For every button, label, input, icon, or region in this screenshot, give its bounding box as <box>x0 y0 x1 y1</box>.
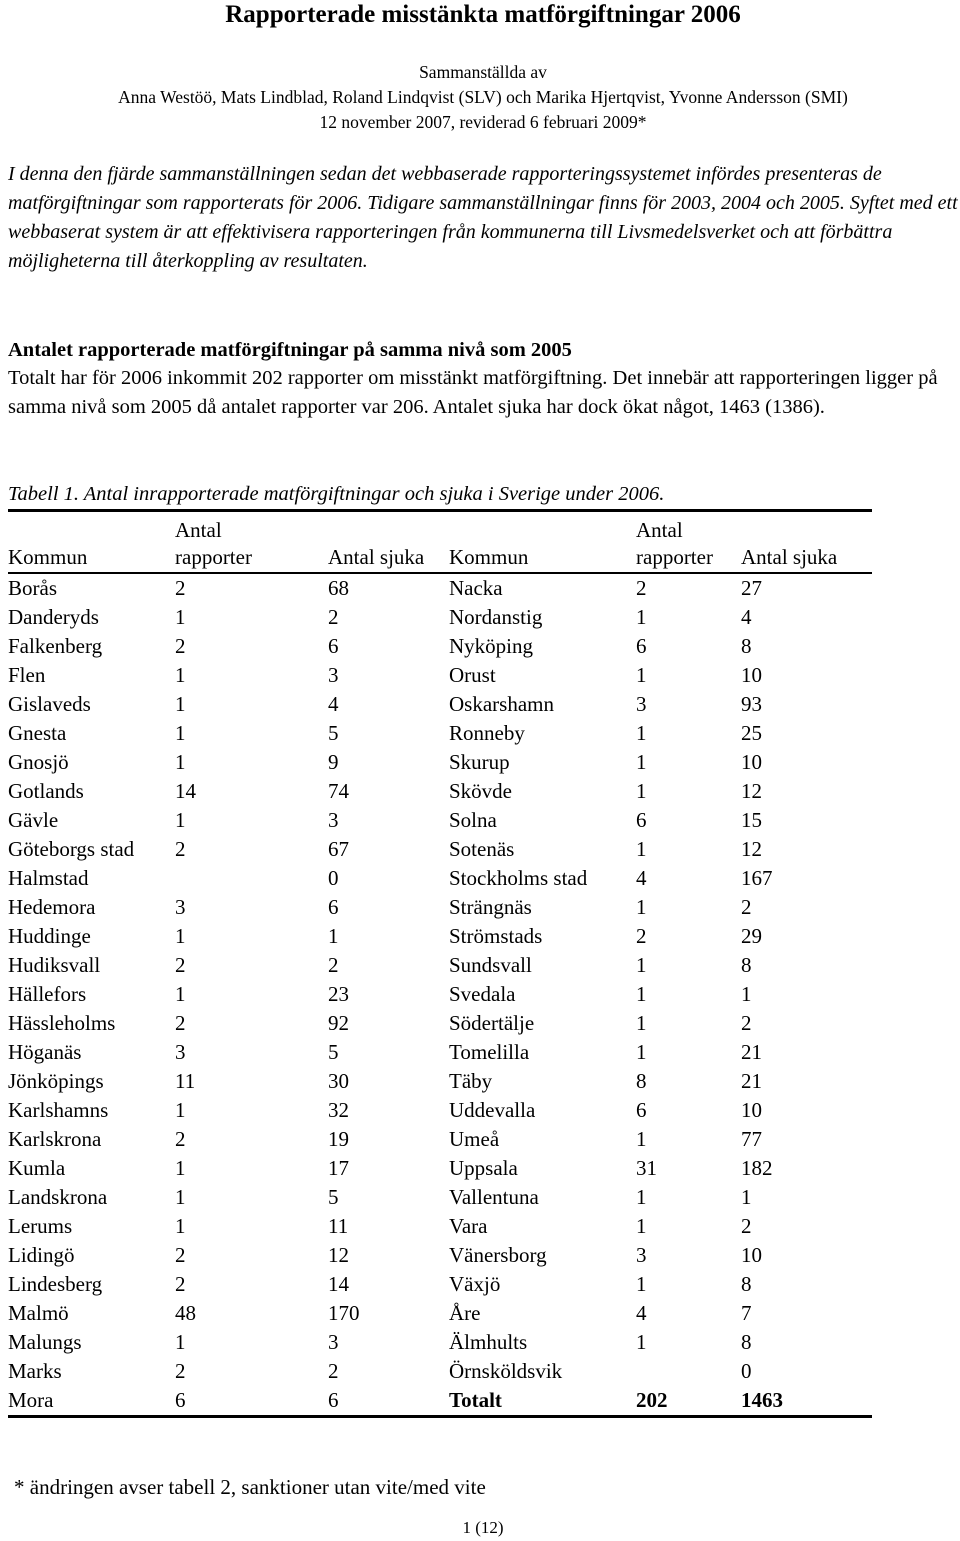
cell-kommun: Vallentuna <box>449 1185 539 1209</box>
cell-kommun: Oskarshamn <box>449 692 554 716</box>
cell-sjuka: 12 <box>741 837 762 861</box>
cell-rapporter: 1 <box>175 1098 186 1122</box>
cell-sjuka: 2 <box>741 1214 752 1238</box>
cell-kommun: Kumla <box>8 1156 66 1180</box>
cell-sjuka: 21 <box>741 1069 762 1093</box>
table-row <box>8 980 872 1009</box>
cell-sjuka: 10 <box>741 663 762 687</box>
table-row <box>8 864 872 893</box>
subtitle-compiled-by: Sammanställda av <box>419 62 547 82</box>
cell-sjuka: 19 <box>328 1127 349 1151</box>
cell-sjuka: 74 <box>328 779 349 803</box>
section-body: Totalt har för 2006 inkommit 202 rapporter om misstänkt matförgiftning. Det innebär att rapporteringen ligger på samma nivå som 2005 då antalet rapporter var 206. Antalet sjuka har dock ökat något, 1463 (1386). <box>8 367 938 418</box>
cell-kommun: Jönköpings <box>8 1069 104 1093</box>
cell-kommun: Hässleholms <box>8 1011 116 1035</box>
cell-rapporter: 4 <box>636 866 647 890</box>
table-row <box>8 1270 872 1299</box>
cell-rapporter: 1 <box>636 750 647 774</box>
cell-kommun: Flen <box>8 663 46 687</box>
cell-sjuka: 10 <box>741 1098 762 1122</box>
cell-kommun: Umeå <box>449 1127 500 1151</box>
cell-rapporter: 1 <box>175 1156 186 1180</box>
cell-sjuka: 92 <box>328 1011 349 1035</box>
cell-rapporter: 6 <box>175 1388 186 1412</box>
cell-sjuka: 0 <box>328 866 339 890</box>
document-title: Rapporterade misstänkta matförgiftningar 2006 <box>225 1 741 28</box>
cell-rapporter: 2 <box>175 1272 186 1296</box>
cell-kommun: Sundsvall <box>449 953 532 977</box>
cell-kommun: Vara <box>449 1214 488 1238</box>
cell-kommun: Halmstad <box>8 866 89 890</box>
cell-rapporter: 31 <box>636 1156 657 1180</box>
cell-rapporter: 1 <box>636 779 647 803</box>
cell-rapporter: 2 <box>175 634 186 658</box>
cell-rapporter: 8 <box>636 1069 647 1093</box>
cell-kommun: Landskrona <box>8 1185 108 1209</box>
table-row <box>8 1212 872 1241</box>
table-row <box>8 574 872 603</box>
cell-rapporter: 2 <box>175 837 186 861</box>
table-row <box>8 603 872 632</box>
cell-kommun: Uddevalla <box>449 1098 536 1122</box>
cell-sjuka: 2 <box>328 605 339 629</box>
cell-kommun: Tomelilla <box>449 1040 530 1064</box>
table-row <box>8 893 872 922</box>
cell-sjuka: 10 <box>741 1243 762 1267</box>
cell-kommun: Strömstads <box>449 924 543 948</box>
cell-sjuka: 77 <box>741 1127 762 1151</box>
cell-sjuka: 6 <box>328 895 339 919</box>
cell-sjuka: 8 <box>741 1330 752 1354</box>
cell-rapporter: 1 <box>636 982 647 1006</box>
cell-rapporter: 1 <box>175 692 186 716</box>
cell-sjuka: 11 <box>328 1214 349 1238</box>
cell-kommun: Svedala <box>449 982 516 1006</box>
cell-rapporter: 1 <box>636 1040 647 1064</box>
cell-rapporter: 1 <box>175 808 186 832</box>
cell-kommun: Strängnäs <box>449 895 532 919</box>
cell-rapporter: 3 <box>175 1040 186 1064</box>
table-row <box>8 1009 872 1038</box>
cell-rapporter: 1 <box>636 1272 647 1296</box>
cell-kommun: Gotlands <box>8 779 84 803</box>
cell-sjuka: 5 <box>328 1185 339 1209</box>
table-row <box>8 1241 872 1270</box>
cell-rapporter: 1 <box>175 1185 186 1209</box>
cell-rapporter: 1 <box>175 1330 186 1354</box>
cell-rapporter: 1 <box>636 663 647 687</box>
cell-kommun: Falkenberg <box>8 634 103 658</box>
cell-sjuka: 93 <box>741 692 762 716</box>
cell-sjuka: 21 <box>741 1040 762 1064</box>
table-row <box>8 922 872 951</box>
cell-rapporter: 1 <box>175 721 186 745</box>
cell-sjuka: 3 <box>328 663 339 687</box>
cell-rapporter: 2 <box>175 576 186 600</box>
cell-kommun: Göteborgs stad <box>8 837 135 861</box>
cell-rapporter: 6 <box>636 634 647 658</box>
cell-rapporter: 1 <box>636 1214 647 1238</box>
cell-sjuka: 9 <box>328 750 339 774</box>
footnote: * ändringen avser tabell 2, sanktioner utan vite/med vite <box>14 1475 486 1499</box>
header-rapporter-right-line2: rapporter <box>636 545 713 569</box>
cell-rapporter: 3 <box>636 1243 647 1267</box>
cell-rapporter: 1 <box>175 750 186 774</box>
cell-sjuka: 17 <box>328 1156 349 1180</box>
header-sjuka-left: Antal sjuka <box>328 545 425 569</box>
cell-rapporter: 2 <box>175 1011 186 1035</box>
cell-sjuka: 7 <box>741 1301 752 1325</box>
cell-sjuka: 6 <box>328 1388 339 1412</box>
cell-kommun: Höganäs <box>8 1040 82 1064</box>
table-row <box>8 1299 872 1328</box>
table-row <box>8 1154 872 1183</box>
cell-kommun: Gävle <box>8 808 59 832</box>
cell-rapporter: 2 <box>175 1359 186 1383</box>
food-poisoning-table <box>8 509 872 1418</box>
cell-sjuka: 67 <box>328 837 349 861</box>
cell-sjuka: 25 <box>741 721 762 745</box>
header-rapporter-right-line1: Antal <box>636 518 683 542</box>
cell-sjuka: 8 <box>741 634 752 658</box>
cell-kommun: Örnsköldsvik <box>449 1359 563 1383</box>
cell-sjuka: 8 <box>741 953 752 977</box>
cell-sjuka: 1 <box>741 982 752 1006</box>
cell-kommun: Täby <box>449 1069 493 1093</box>
table-row <box>8 1096 872 1125</box>
cell-kommun: Stockholms stad <box>449 866 588 890</box>
cell-kommun: Hällefors <box>8 982 87 1006</box>
cell-kommun: Huddinge <box>8 924 91 948</box>
cell-kommun: Sotenäs <box>449 837 515 861</box>
cell-rapporter: 1 <box>636 1011 647 1035</box>
cell-rapporter: 2 <box>636 576 647 600</box>
table-row <box>8 1386 872 1415</box>
cell-kommun: Skövde <box>449 779 512 803</box>
cell-sjuka: 15 <box>741 808 762 832</box>
cell-rapporter: 48 <box>175 1301 196 1325</box>
cell-sjuka: 27 <box>741 576 762 600</box>
cell-kommun: Mora <box>8 1388 54 1412</box>
cell-rapporter: 14 <box>175 779 196 803</box>
table-row <box>8 951 872 980</box>
cell-sjuka: 5 <box>328 721 339 745</box>
table-row <box>8 1038 872 1067</box>
cell-kommun: Nyköping <box>449 634 533 658</box>
cell-sjuka: 4 <box>741 605 752 629</box>
cell-rapporter: 1 <box>636 1185 647 1209</box>
cell-kommun: Gnosjö <box>8 750 69 774</box>
cell-kommun: Växjö <box>449 1272 501 1296</box>
cell-kommun: Totalt <box>449 1388 502 1412</box>
cell-rapporter: 1 <box>636 1330 647 1354</box>
cell-kommun: Orust <box>449 663 496 687</box>
cell-rapporter: 2 <box>175 953 186 977</box>
cell-kommun: Malmö <box>8 1301 69 1325</box>
cell-rapporter: 6 <box>636 808 647 832</box>
cell-rapporter: 3 <box>636 692 647 716</box>
table-row <box>8 1328 872 1357</box>
cell-sjuka: 167 <box>741 866 773 890</box>
cell-rapporter: 2 <box>175 1243 186 1267</box>
cell-rapporter: 2 <box>175 1127 186 1151</box>
table-row <box>8 632 872 661</box>
cell-sjuka: 2 <box>328 1359 339 1383</box>
cell-sjuka: 2 <box>741 1011 752 1035</box>
cell-sjuka: 29 <box>741 924 762 948</box>
cell-kommun: Gislaveds <box>8 692 91 716</box>
cell-kommun: Nacka <box>449 576 503 600</box>
cell-kommun: Hudiksvall <box>8 953 101 977</box>
cell-kommun: Hedemora <box>8 895 96 919</box>
cell-rapporter: 6 <box>636 1098 647 1122</box>
cell-kommun: Karlskrona <box>8 1127 102 1151</box>
cell-kommun: Marks <box>8 1359 62 1383</box>
cell-sjuka: 68 <box>328 576 349 600</box>
cell-sjuka: 2 <box>328 953 339 977</box>
cell-rapporter: 202 <box>636 1388 668 1412</box>
cell-rapporter: 1 <box>636 895 647 919</box>
cell-kommun: Uppsala <box>449 1156 518 1180</box>
table-row <box>8 806 872 835</box>
cell-sjuka: 14 <box>328 1272 349 1296</box>
table-row <box>8 690 872 719</box>
intro-text: I denna den fjärde sammanställningen sedan det webbaserade rapporteringssystemet infördes presenteras de matförgiftningar som rapporterats för 2006. Tidigare sammanställningar finns för 2003, 2004 och 2005. Syftet med ett webbaserat system är att effektivisera rapporteringen från kommunerna till Livsmedelsverket och att förbättra möjligheterna till återkoppling av resultaten. <box>8 163 958 272</box>
table-row <box>8 777 872 806</box>
cell-kommun: Lerums <box>8 1214 73 1238</box>
cell-kommun: Åre <box>449 1301 481 1325</box>
cell-kommun: Lindesberg <box>8 1272 103 1296</box>
cell-rapporter: 1 <box>175 924 186 948</box>
cell-sjuka: 32 <box>328 1098 349 1122</box>
cell-kommun: Södertälje <box>449 1011 535 1035</box>
cell-rapporter: 1 <box>175 982 186 1006</box>
cell-sjuka: 8 <box>741 1272 752 1296</box>
cell-sjuka: 23 <box>328 982 349 1006</box>
cell-rapporter: 3 <box>175 895 186 919</box>
cell-sjuka: 30 <box>328 1069 349 1093</box>
cell-sjuka: 5 <box>328 1040 339 1064</box>
cell-sjuka: 12 <box>328 1243 349 1267</box>
cell-rapporter: 1 <box>636 953 647 977</box>
cell-kommun: Karlshamns <box>8 1098 109 1122</box>
cell-kommun: Solna <box>449 808 497 832</box>
cell-sjuka: 170 <box>328 1301 360 1325</box>
cell-kommun: Ronneby <box>449 721 525 745</box>
cell-rapporter: 4 <box>636 1301 647 1325</box>
subtitle-date: 12 november 2007, reviderad 6 februari 2009* <box>319 112 647 132</box>
cell-kommun: Borås <box>8 576 57 600</box>
table-row <box>8 835 872 864</box>
header-rapporter-left-line2: rapporter <box>175 545 252 569</box>
table-row <box>8 719 872 748</box>
cell-sjuka: 3 <box>328 808 339 832</box>
cell-sjuka: 10 <box>741 750 762 774</box>
cell-sjuka: 2 <box>741 895 752 919</box>
table-header <box>8 512 872 574</box>
table-row <box>8 661 872 690</box>
cell-sjuka: 182 <box>741 1156 773 1180</box>
section-heading: Antalet rapporterade matförgiftningar på samma nivå som 2005 <box>8 339 572 361</box>
subtitle-authors: Anna Westöö, Mats Lindblad, Roland Lindqvist (SLV) och Marika Hjertqvist, Yvonne Andersson (SMI) <box>118 87 848 107</box>
table-row <box>8 1183 872 1212</box>
header-kommun-right: Kommun <box>449 545 529 569</box>
cell-kommun: Skurup <box>449 750 510 774</box>
cell-kommun: Vänersborg <box>449 1243 547 1267</box>
cell-rapporter: 1 <box>636 605 647 629</box>
cell-sjuka: 3 <box>328 1330 339 1354</box>
table-row <box>8 1125 872 1154</box>
table-row <box>8 1357 872 1386</box>
cell-kommun: Gnesta <box>8 721 67 745</box>
table-body <box>8 574 872 1415</box>
table-row <box>8 1067 872 1096</box>
cell-rapporter: 1 <box>636 1127 647 1151</box>
cell-sjuka: 1 <box>741 1185 752 1209</box>
intro-paragraph <box>8 160 960 276</box>
cell-sjuka: 0 <box>741 1359 752 1383</box>
cell-kommun: Danderyds <box>8 605 99 629</box>
header-sjuka-right: Antal sjuka <box>741 545 838 569</box>
cell-sjuka: 6 <box>328 634 339 658</box>
header-kommun-left: Kommun <box>8 545 88 569</box>
cell-rapporter: 11 <box>175 1069 196 1093</box>
cell-kommun: Malungs <box>8 1330 82 1354</box>
cell-sjuka: 12 <box>741 779 762 803</box>
cell-kommun: Nordanstig <box>449 605 543 629</box>
cell-rapporter: 1 <box>175 605 186 629</box>
cell-rapporter: 1 <box>175 663 186 687</box>
cell-rapporter: 1 <box>175 1214 186 1238</box>
cell-sjuka: 1 <box>328 924 339 948</box>
table-row <box>8 748 872 777</box>
table-caption: Tabell 1. Antal inrapporterade matförgiftningar och sjuka i Sverige under 2006. <box>8 483 665 505</box>
cell-rapporter: 1 <box>636 837 647 861</box>
cell-rapporter: 1 <box>636 721 647 745</box>
cell-sjuka: 4 <box>328 692 339 716</box>
page-number: 1 (12) <box>462 1518 504 1537</box>
cell-sjuka: 1463 <box>741 1388 783 1412</box>
cell-kommun: Älmhults <box>449 1330 528 1354</box>
cell-kommun: Lidingö <box>8 1243 75 1267</box>
cell-rapporter: 2 <box>636 924 647 948</box>
header-rapporter-left-line1: Antal <box>175 518 222 542</box>
